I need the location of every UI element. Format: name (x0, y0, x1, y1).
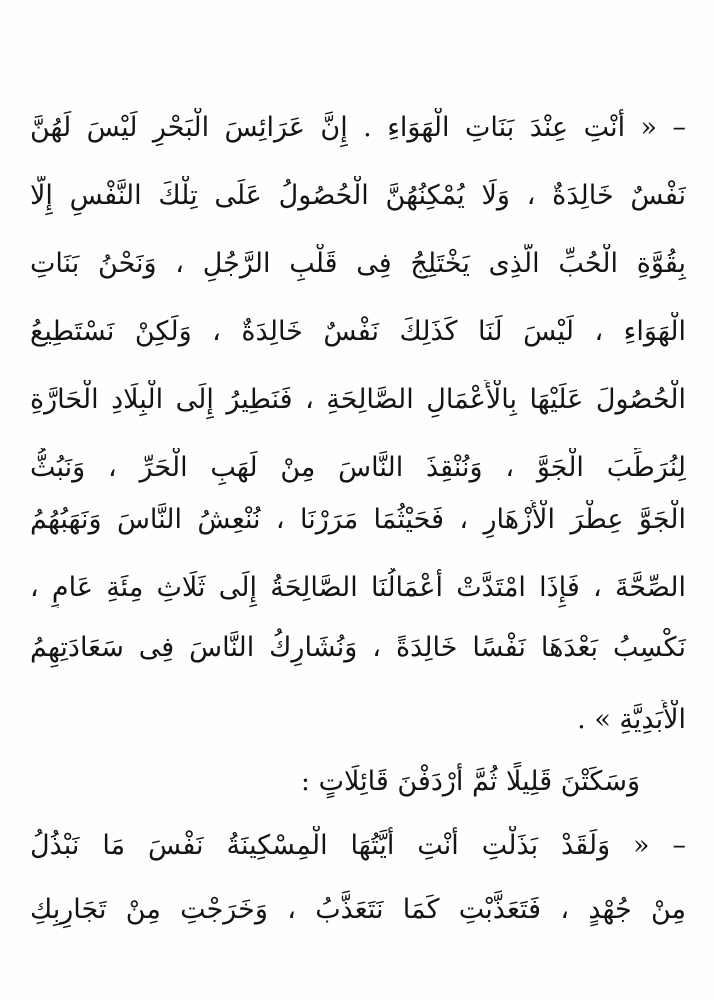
text-line-12: – « وَلَقَدْ بَذَلْتِ أَنْتِ أَيَّتُهَا الْمِسْكِينَةُ نَفْسَ مَا نَبْذُلُ (30, 830, 686, 861)
text-line-11: وَسَكَتْنَ قَلِيلًا ثُمَّ أَرْدَفْنَ قَائِلَاتٍ : (300, 766, 640, 797)
text-line-9: نَكْسِبُ بَعْدَهَا نَفْسًا خَالِدَةً ، وَنُشَارِكُ النَّاسَ فِى سَعَادَتِهِمُ (30, 632, 686, 663)
text-line-10: الْأَبَدِيَّةِ » . (577, 704, 686, 735)
text-line-6: لِنُرَطِّبَ الْجَوَّ ، وَنُنْقِذَ النَّاسَ مِنْ لَهَبِ الْحَرِّ ، وَنَبُثُّ (30, 452, 686, 483)
text-line-8: الصِّحَّةَ ، فَإِذَا امْتَدَّتْ أَعْمَالُنَا الصَّالِحَةُ إِلَى ثَلَاثِ مِئَةِ عَامٍ ، (30, 572, 686, 603)
text-line-2: نَفْسٌ خَالِدَةٌ ، وَلَا يُمْكِنُهُنَّ الْحُصُولُ عَلَى تِلْكَ النَّفْسِ إِلَّا (30, 180, 686, 211)
text-line-5: الْحُصُولَ عَلَيْهَا بِالْأَعْمَالِ الصَّالِحَةِ ، فَنَطِيرُ إِلَى الْبِلَادِ الْحَارَّةِ (30, 384, 686, 415)
text-line-1: – « أَنْتِ عِنْدَ بَنَاتِ الْهَوَاءِ . إِنَّ عَرَائِسَ الْبَحْرِ لَيْسَ لَهُنَّ (30, 112, 686, 143)
text-line-4: الْهَوَاءِ ، لَيْسَ لَنَا كَذَلِكَ نَفْسٌ خَالِدَةٌ ، وَلَكِنْ نَسْتَطِيعُ (30, 316, 686, 347)
text-line-7: الْجَوَّ عِطْرَ الْأَزْهَارِ ، فَحَيْثُمَا مَرَرْنَا ، نُنْعِشُ النَّاسَ وَنَهَبُهُمُ (30, 504, 686, 535)
text-line-13: مِنْ جُهْدٍ ، فَتَعَذَّبْتِ كَمَا نَتَعَذَّبُ ، وَخَرَجْتِ مِنْ تَجَارِبِكِ (30, 894, 686, 925)
text-line-3: بِقُوَّةِ الْحُبِّ الَّذِى يَخْتَلِجُ فِى قَلْبِ الرَّجُلِ ، وَنَحْنُ بَنَاتِ (30, 248, 686, 279)
